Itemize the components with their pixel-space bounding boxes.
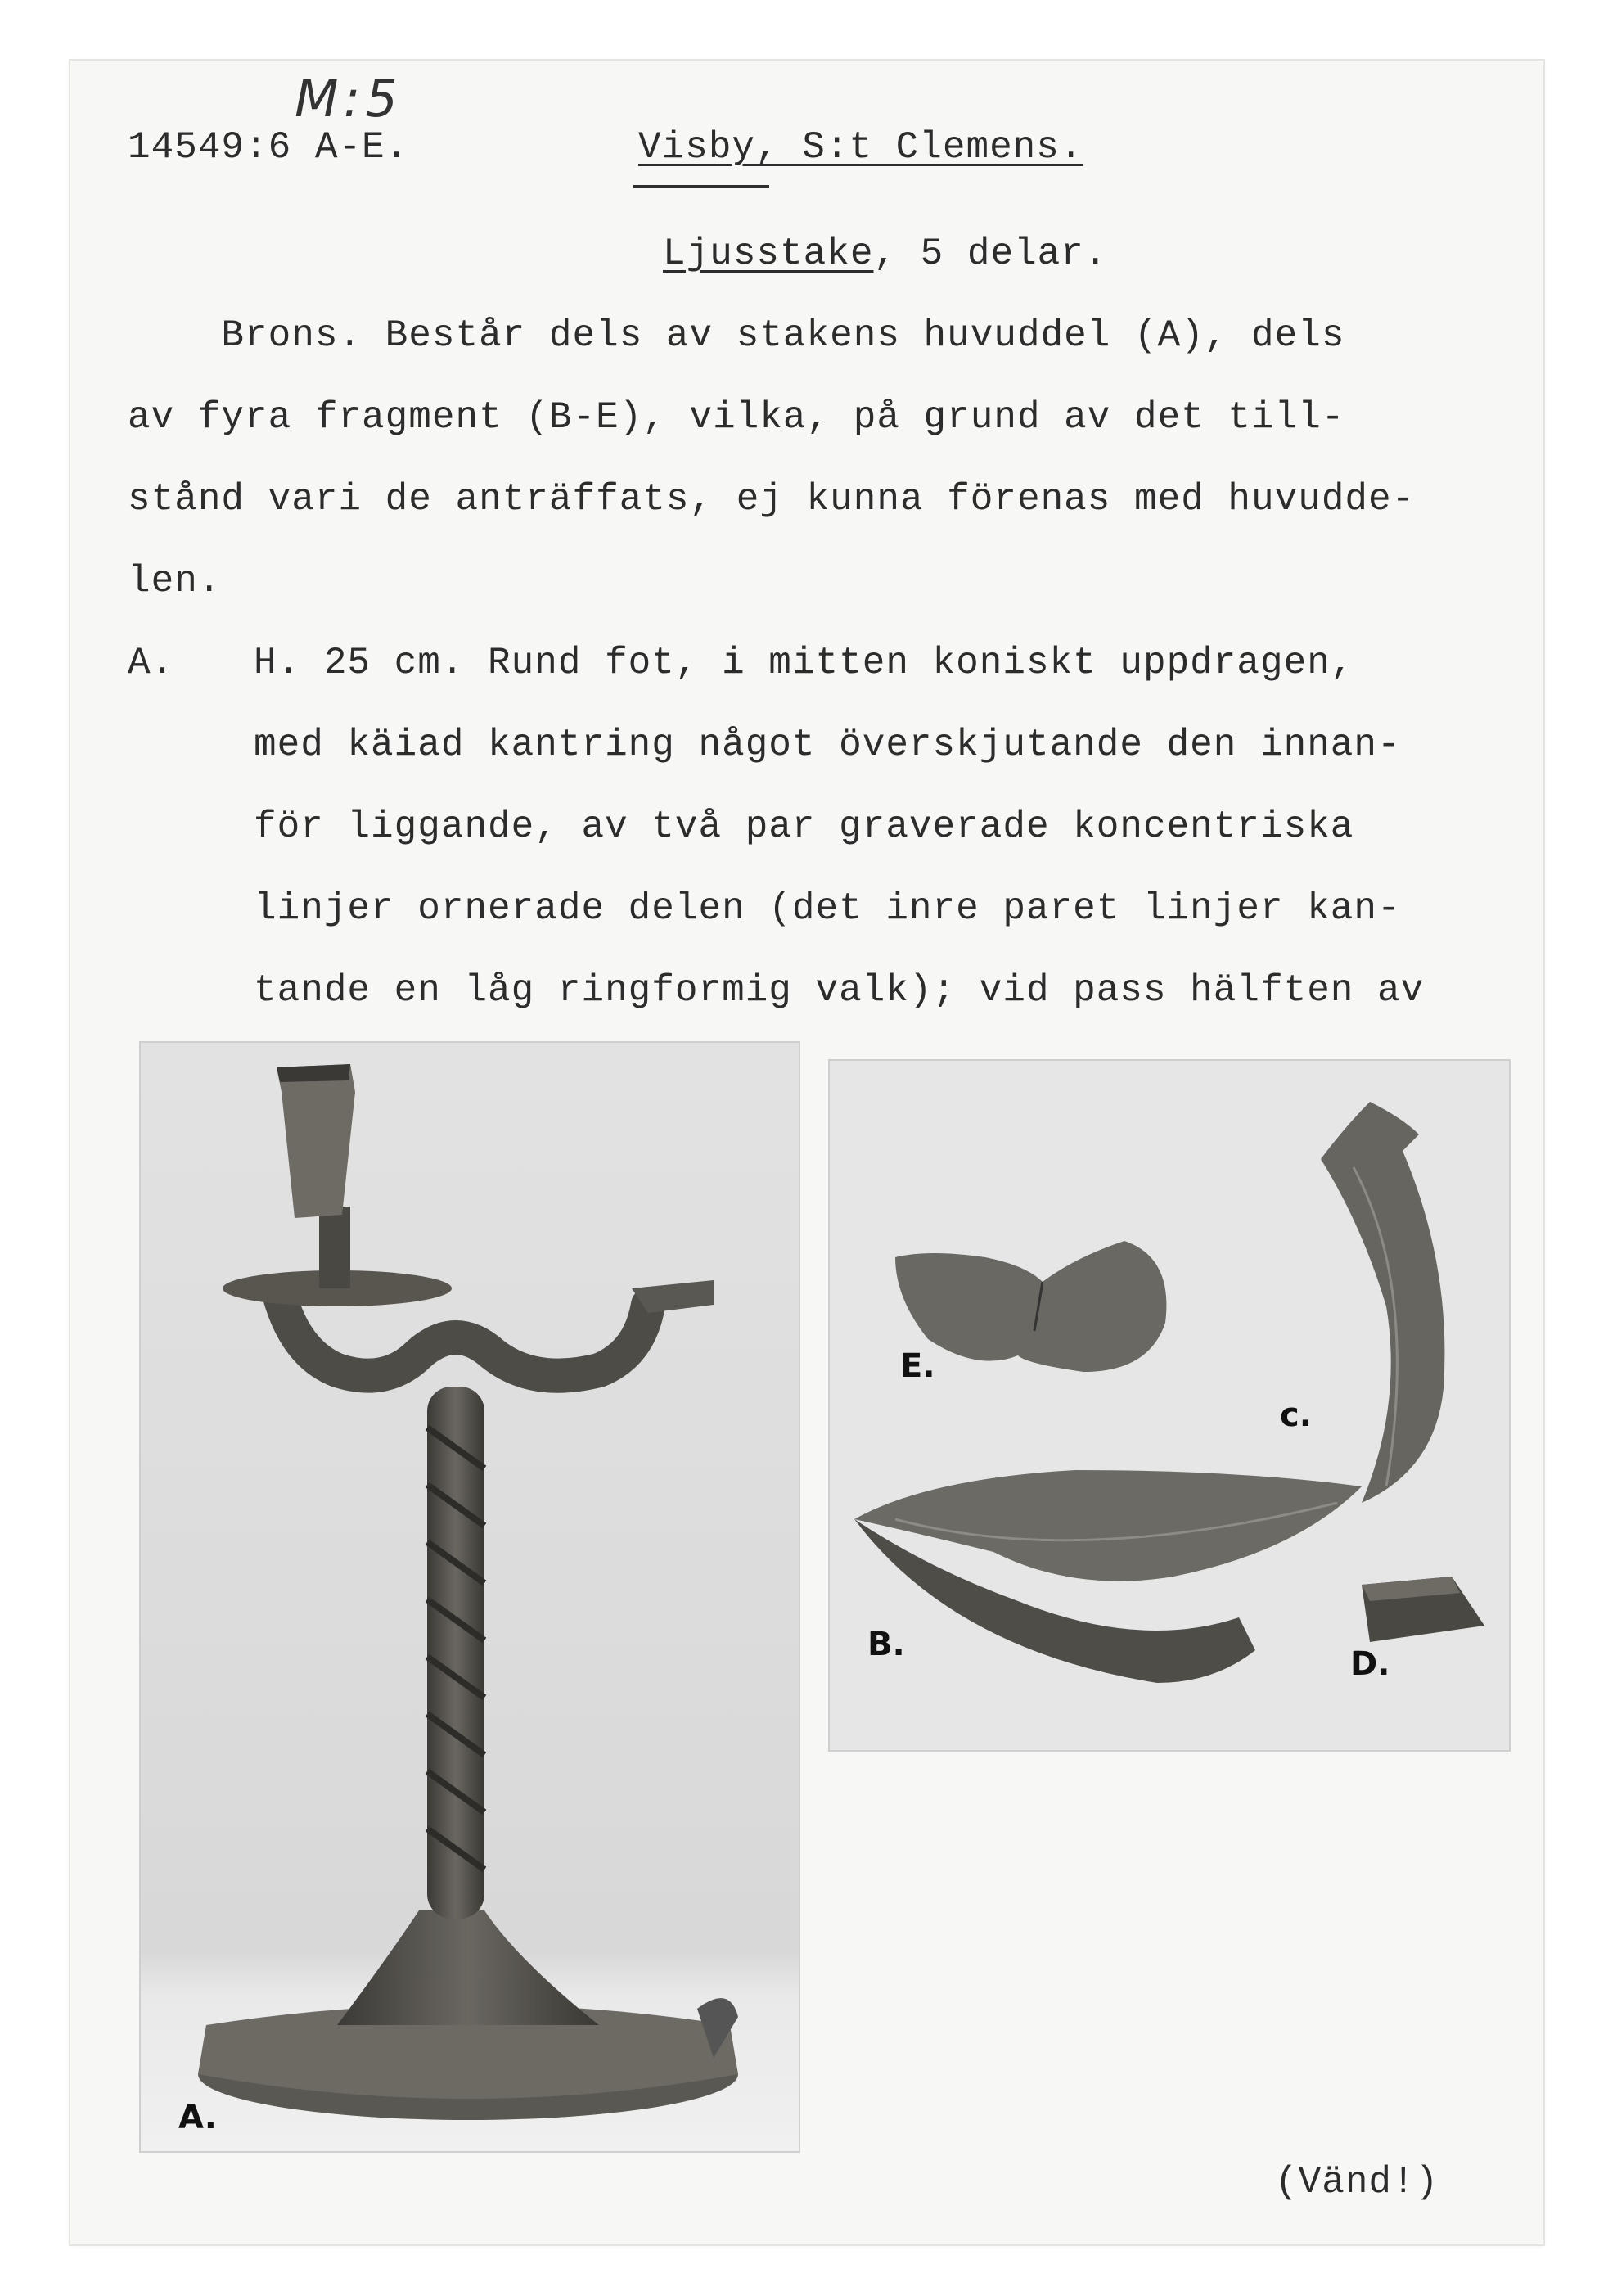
section-line-2: med käiad kantring något överskjutande den innan- [254, 724, 1401, 766]
body-line-2: av fyra fragment (B-E), vilka, på grund av det till- [128, 396, 1345, 439]
photo-label-e: E. [900, 1347, 935, 1385]
location-heading: Visby, S:t Clemens. [638, 126, 1083, 169]
object-title-line [663, 232, 1108, 275]
section-line-4: linjer ornerade delen (det inre paret linjer kan- [254, 887, 1401, 930]
fragments-photo [828, 1059, 1511, 1752]
candlestick-photo [139, 1041, 800, 2153]
location-rule [633, 185, 769, 188]
handwritten-mark: M:5 [295, 69, 403, 129]
candlestick-image [141, 1043, 799, 2151]
section-line-1: H. 25 cm. Rund fot, i mitten koniskt uppdragen, [254, 642, 1354, 684]
body-line-1: Brons. Består dels av stakens huvuddel (A), dels [128, 314, 1345, 357]
section-line-5: tande en låg ringformig valk); vid pass hälften av [254, 969, 1425, 1012]
fragments-image [830, 1061, 1509, 1750]
photo-label-c: c. [1280, 1396, 1312, 1434]
photo-label-d: D. [1350, 1645, 1390, 1683]
photo-label-b: B. [867, 1626, 905, 1663]
section-line-3: för liggande, av två par graverade koncentriska [254, 805, 1354, 848]
section-marker: A. [128, 642, 175, 684]
footer-note: (Vänd!) [1275, 2161, 1439, 2204]
object-title-rest: , 5 delar. [873, 232, 1108, 275]
body-line-3: stånd vari de anträffats, ej kunna förenas med huvudde- [128, 478, 1416, 521]
object-title: Ljusstake [663, 232, 874, 275]
catalog-number: 14549:6 A-E. [128, 126, 409, 169]
photo-label-a: A. [178, 2099, 217, 2136]
body-line-4: len. [128, 560, 222, 602]
